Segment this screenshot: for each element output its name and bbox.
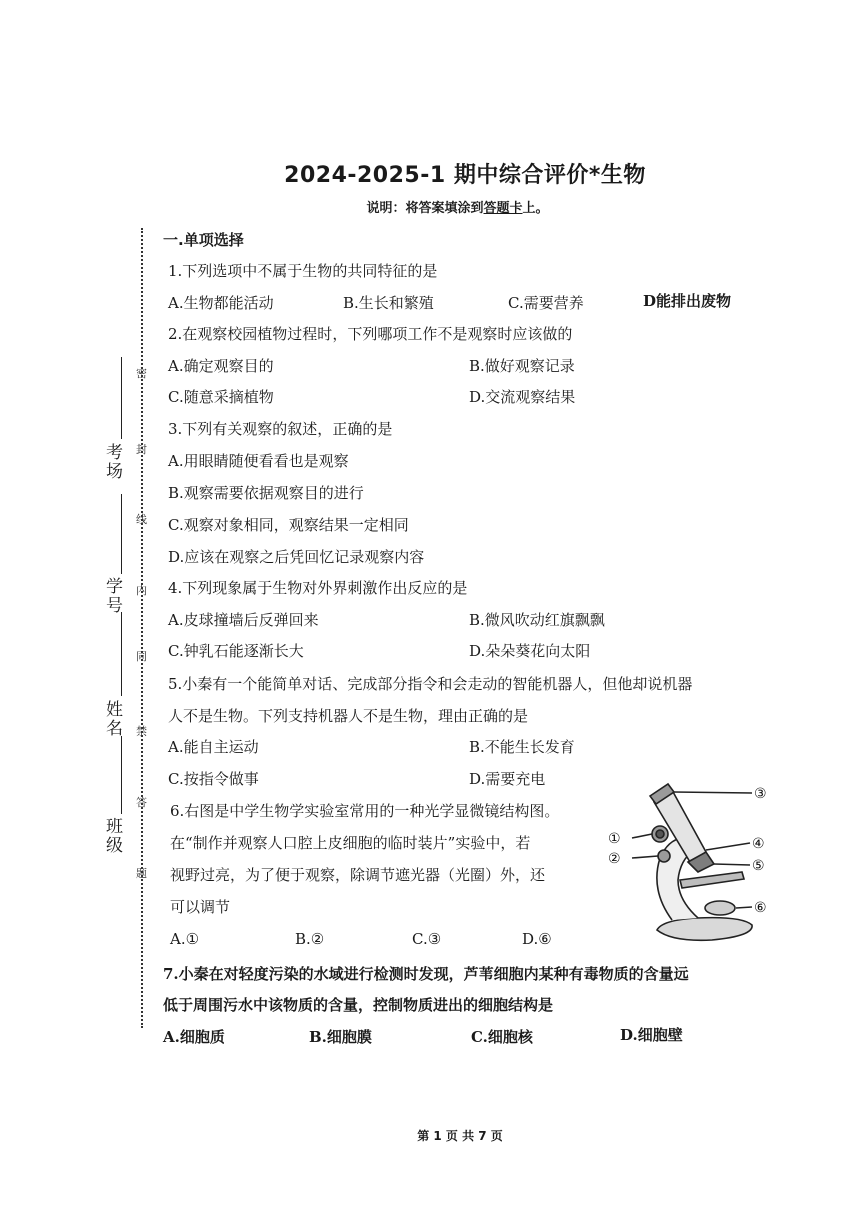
option: C.细胞核 (471, 1028, 533, 1046)
question-stem: 2.在观察校园植物过程时，下列哪项工作不是观察时应该做的 (168, 325, 573, 343)
question-stem: 1.下列选项中不属于生物的共同特征的是 (168, 262, 438, 280)
label-student-id: 学号 (102, 577, 122, 615)
label-name: 姓名 (102, 700, 122, 738)
page-title: 2024-2025-1 期中综合评价*生物 (284, 163, 646, 188)
fill-line-class (121, 736, 122, 814)
seal-char: 封 (136, 443, 147, 456)
seal-char: 同 (136, 650, 147, 663)
option: D.⑥ (522, 930, 552, 948)
option: A.生物都能活动 (168, 294, 274, 312)
option: C.需要营养 (508, 294, 584, 312)
option: B.② (295, 930, 325, 948)
label-exam-room: 考场 (102, 443, 122, 481)
question-stem: 视野过亮，为了便于观察，除调节遮光器（光圈）外，还 (170, 866, 546, 884)
label-class: 班级 (102, 817, 122, 855)
binding-dashed-line (141, 228, 143, 1028)
option: B.细胞膜 (309, 1028, 372, 1046)
option: D.交流观察结果 (469, 388, 576, 406)
option: D.朵朵葵花向太阳 (469, 642, 591, 660)
fill-line-name (121, 612, 122, 696)
seal-char: 线 (136, 513, 147, 526)
option: B.生长和繁殖 (343, 294, 434, 312)
question-stem: 6.右图是中学生物学实验室常用的一种光学显微镜结构图。 (170, 802, 560, 820)
question-stem: 人不是生物。下列支持机器人不是生物，理由正确的是 (168, 707, 529, 725)
fill-line-student-id (121, 494, 122, 574)
section-title: 一.单项选择 (163, 231, 244, 249)
figure-label: ⑤ (752, 858, 765, 874)
option: D.细胞壁 (620, 1026, 683, 1044)
note-suffix: 上。 (522, 201, 549, 216)
option: A.皮球撞墙后反弹回来 (168, 611, 319, 629)
option: D.应该在观察之后凭回忆记录观察内容 (168, 548, 425, 566)
seal-char: 禁 (136, 725, 147, 738)
option: C.钟乳石能逐渐长大 (168, 642, 304, 660)
seal-char: 答 (136, 796, 147, 809)
question-stem: 3.下列有关观察的叙述，正确的是 (168, 420, 393, 438)
question-stem: 7.小秦在对轻度污染的水域进行检测时发现，芦苇细胞内某种有毒物质的含量远 (163, 965, 689, 983)
option: A.用眼睛随便看看也是观察 (168, 452, 349, 470)
option: B.微风吹动红旗飘飘 (469, 611, 605, 629)
option: C.观察对象相同，观察结果一定相同 (168, 516, 409, 534)
option: B.不能生长发育 (469, 738, 575, 756)
figure-label: ④ (752, 836, 765, 852)
option: A.确定观察目的 (168, 357, 274, 375)
question-stem: 可以调节 (170, 898, 231, 916)
option: A.能自主运动 (168, 738, 259, 756)
option: C.③ (412, 930, 442, 948)
seal-char: 题 (136, 867, 147, 880)
note-answer-card: 答题卡 (483, 201, 523, 216)
figure-label: ① (608, 831, 621, 847)
microscope-figure (602, 780, 782, 950)
question-stem: 4.下列现象属于生物对外界刺激作出反应的是 (168, 579, 468, 597)
figure-label: ⑥ (754, 900, 767, 916)
option: B.观察需要依据观察目的进行 (168, 484, 364, 502)
seal-char: 密 (136, 367, 147, 380)
option: C.按指令做事 (168, 770, 259, 788)
option: A.细胞质 (163, 1028, 225, 1046)
question-stem: 在“制作并观察人口腔上皮细胞的临时装片”实验中，若 (170, 834, 531, 852)
option: A.① (170, 930, 200, 948)
page-number: 第 1 页 共 7 页 (417, 1129, 503, 1143)
figure-label: ③ (754, 786, 767, 802)
option: C.随意采摘植物 (168, 388, 274, 406)
note-prefix: 说明：将答案填涂到 (366, 201, 484, 216)
figure-label: ② (608, 851, 621, 867)
instruction-note (0, 197, 860, 216)
option: B.做好观察记录 (469, 357, 575, 375)
option: D.需要充电 (469, 770, 546, 788)
option: D能排出废物 (643, 292, 732, 310)
question-stem: 低于周围污水中该物质的含量，控制物质进出的细胞结构是 (163, 996, 554, 1014)
seal-char: 内 (136, 584, 147, 597)
fill-line-exam-room (121, 357, 122, 439)
question-stem: 5.小秦有一个能简单对话、完成部分指令和会走动的智能机器人，但他却说机器 (168, 675, 693, 693)
